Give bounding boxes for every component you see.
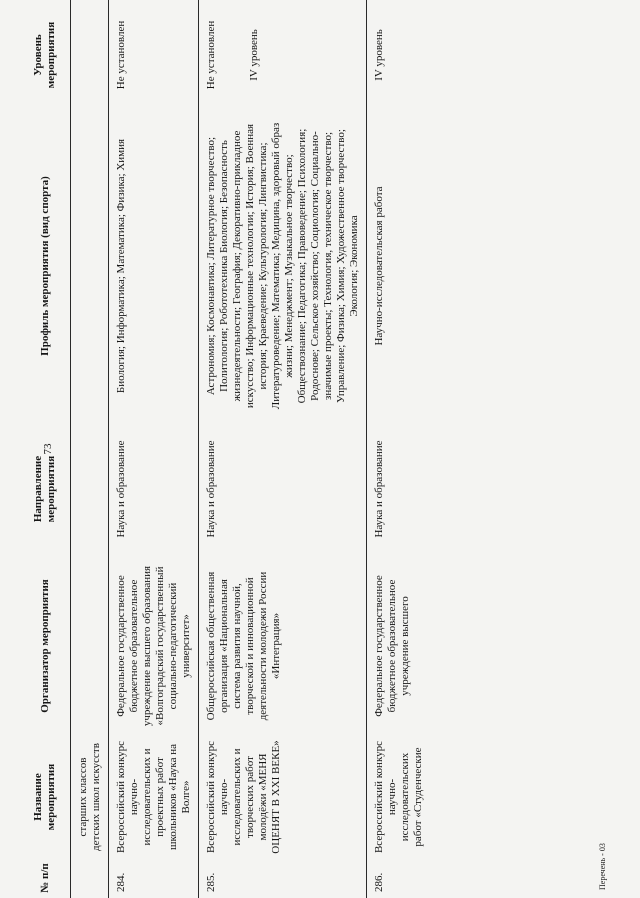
- table-row: [71, 0, 109, 898]
- event-direction: Наука и образование: [199, 422, 367, 556]
- row-number: 286.: [367, 858, 431, 898]
- event-organizer: Общероссийская общественная организация «Национальная система развития научной, творческой и инновационной деятельности молодежи России «Интеграция»: [199, 556, 367, 736]
- event-level: [71, 0, 109, 110]
- footer-code: Перечень - 03: [598, 843, 607, 890]
- header-num: № п/п: [10, 858, 71, 898]
- event-level: IV уровень: [367, 0, 431, 110]
- event-profile: Научно-исследовательская работа: [367, 110, 431, 422]
- event-profile: Биология; Информатика; Математика; Физика; Химия: [109, 110, 199, 422]
- table-header-row: [10, 0, 71, 898]
- event-name: старших классов детских школ искусств: [77, 743, 102, 851]
- header-level: Уровень мероприятия: [10, 0, 71, 110]
- event-name: Всероссийский конкурс научно-исследовательских и проектных работ школьников «Наука на Волге»: [109, 736, 199, 858]
- event-level: Не установлен: [109, 0, 199, 110]
- event-level-cell: [199, 0, 367, 110]
- event-level: Не установлен: [205, 20, 217, 90]
- row-number: 284.: [109, 858, 199, 898]
- header-organizer: Организатор мероприятия: [10, 556, 71, 736]
- event-organizer: Федеральное государственное бюджетное образовательное учреждение высшего: [367, 556, 431, 736]
- event-organizer: Федеральное государственное бюджетное образовательное учреждение высшего образования «Волгоградский государственный социально-педагогический университет»: [109, 556, 199, 736]
- header-profile: Профиль мероприятия (вид спорта): [10, 110, 71, 422]
- table-row: [109, 0, 199, 898]
- event-organizer: [71, 556, 109, 736]
- event-profile: [71, 110, 109, 422]
- header-name: Название мероприятия: [10, 736, 71, 858]
- events-table: [10, 0, 430, 898]
- event-name: Всероссийский конкурс научно-исследовательских и творческих работ молодёжи «МЕНЯ ОЦЕНЯТ В XXI ВЕКЕ»: [199, 736, 367, 858]
- event-profile: Астрономия; Космонавтика; Литературное творчество; Политология; Робототехника Биология; Безопасность жизнедеятельности; География; Декоративно-прикладное искусство; Информационные технологии; История; Военная история; Краеведение; Культурология; Лингвистика; Литературоведение; Математика; Медицина, здоровый образ жизни; Менеджмент; Музыкальное творчество; Обществознание; Педагогика; Правоведение; Психология; Родоснове; Сельское хозяйство; Социология; Социально-значимые проекты; Технология, техническое творчество; Управление; Физика; Химия; Художественное творчество; Экология; Экономика: [199, 110, 367, 422]
- table-row: [367, 0, 431, 898]
- event-name: Всероссийский конкурс научно-исследовательских работ «Студенческие: [367, 736, 431, 858]
- event-level-secondary: IV уровень: [248, 29, 260, 81]
- event-direction: [71, 422, 109, 556]
- event-direction: Наука и образование: [367, 422, 431, 556]
- header-direction: Направление мероприятия: [10, 422, 71, 556]
- table-row: [199, 0, 367, 898]
- row-number: 285.: [199, 858, 367, 898]
- row-number: [71, 858, 109, 898]
- event-direction: Наука и образование: [109, 422, 199, 556]
- page-number: 73: [42, 443, 54, 455]
